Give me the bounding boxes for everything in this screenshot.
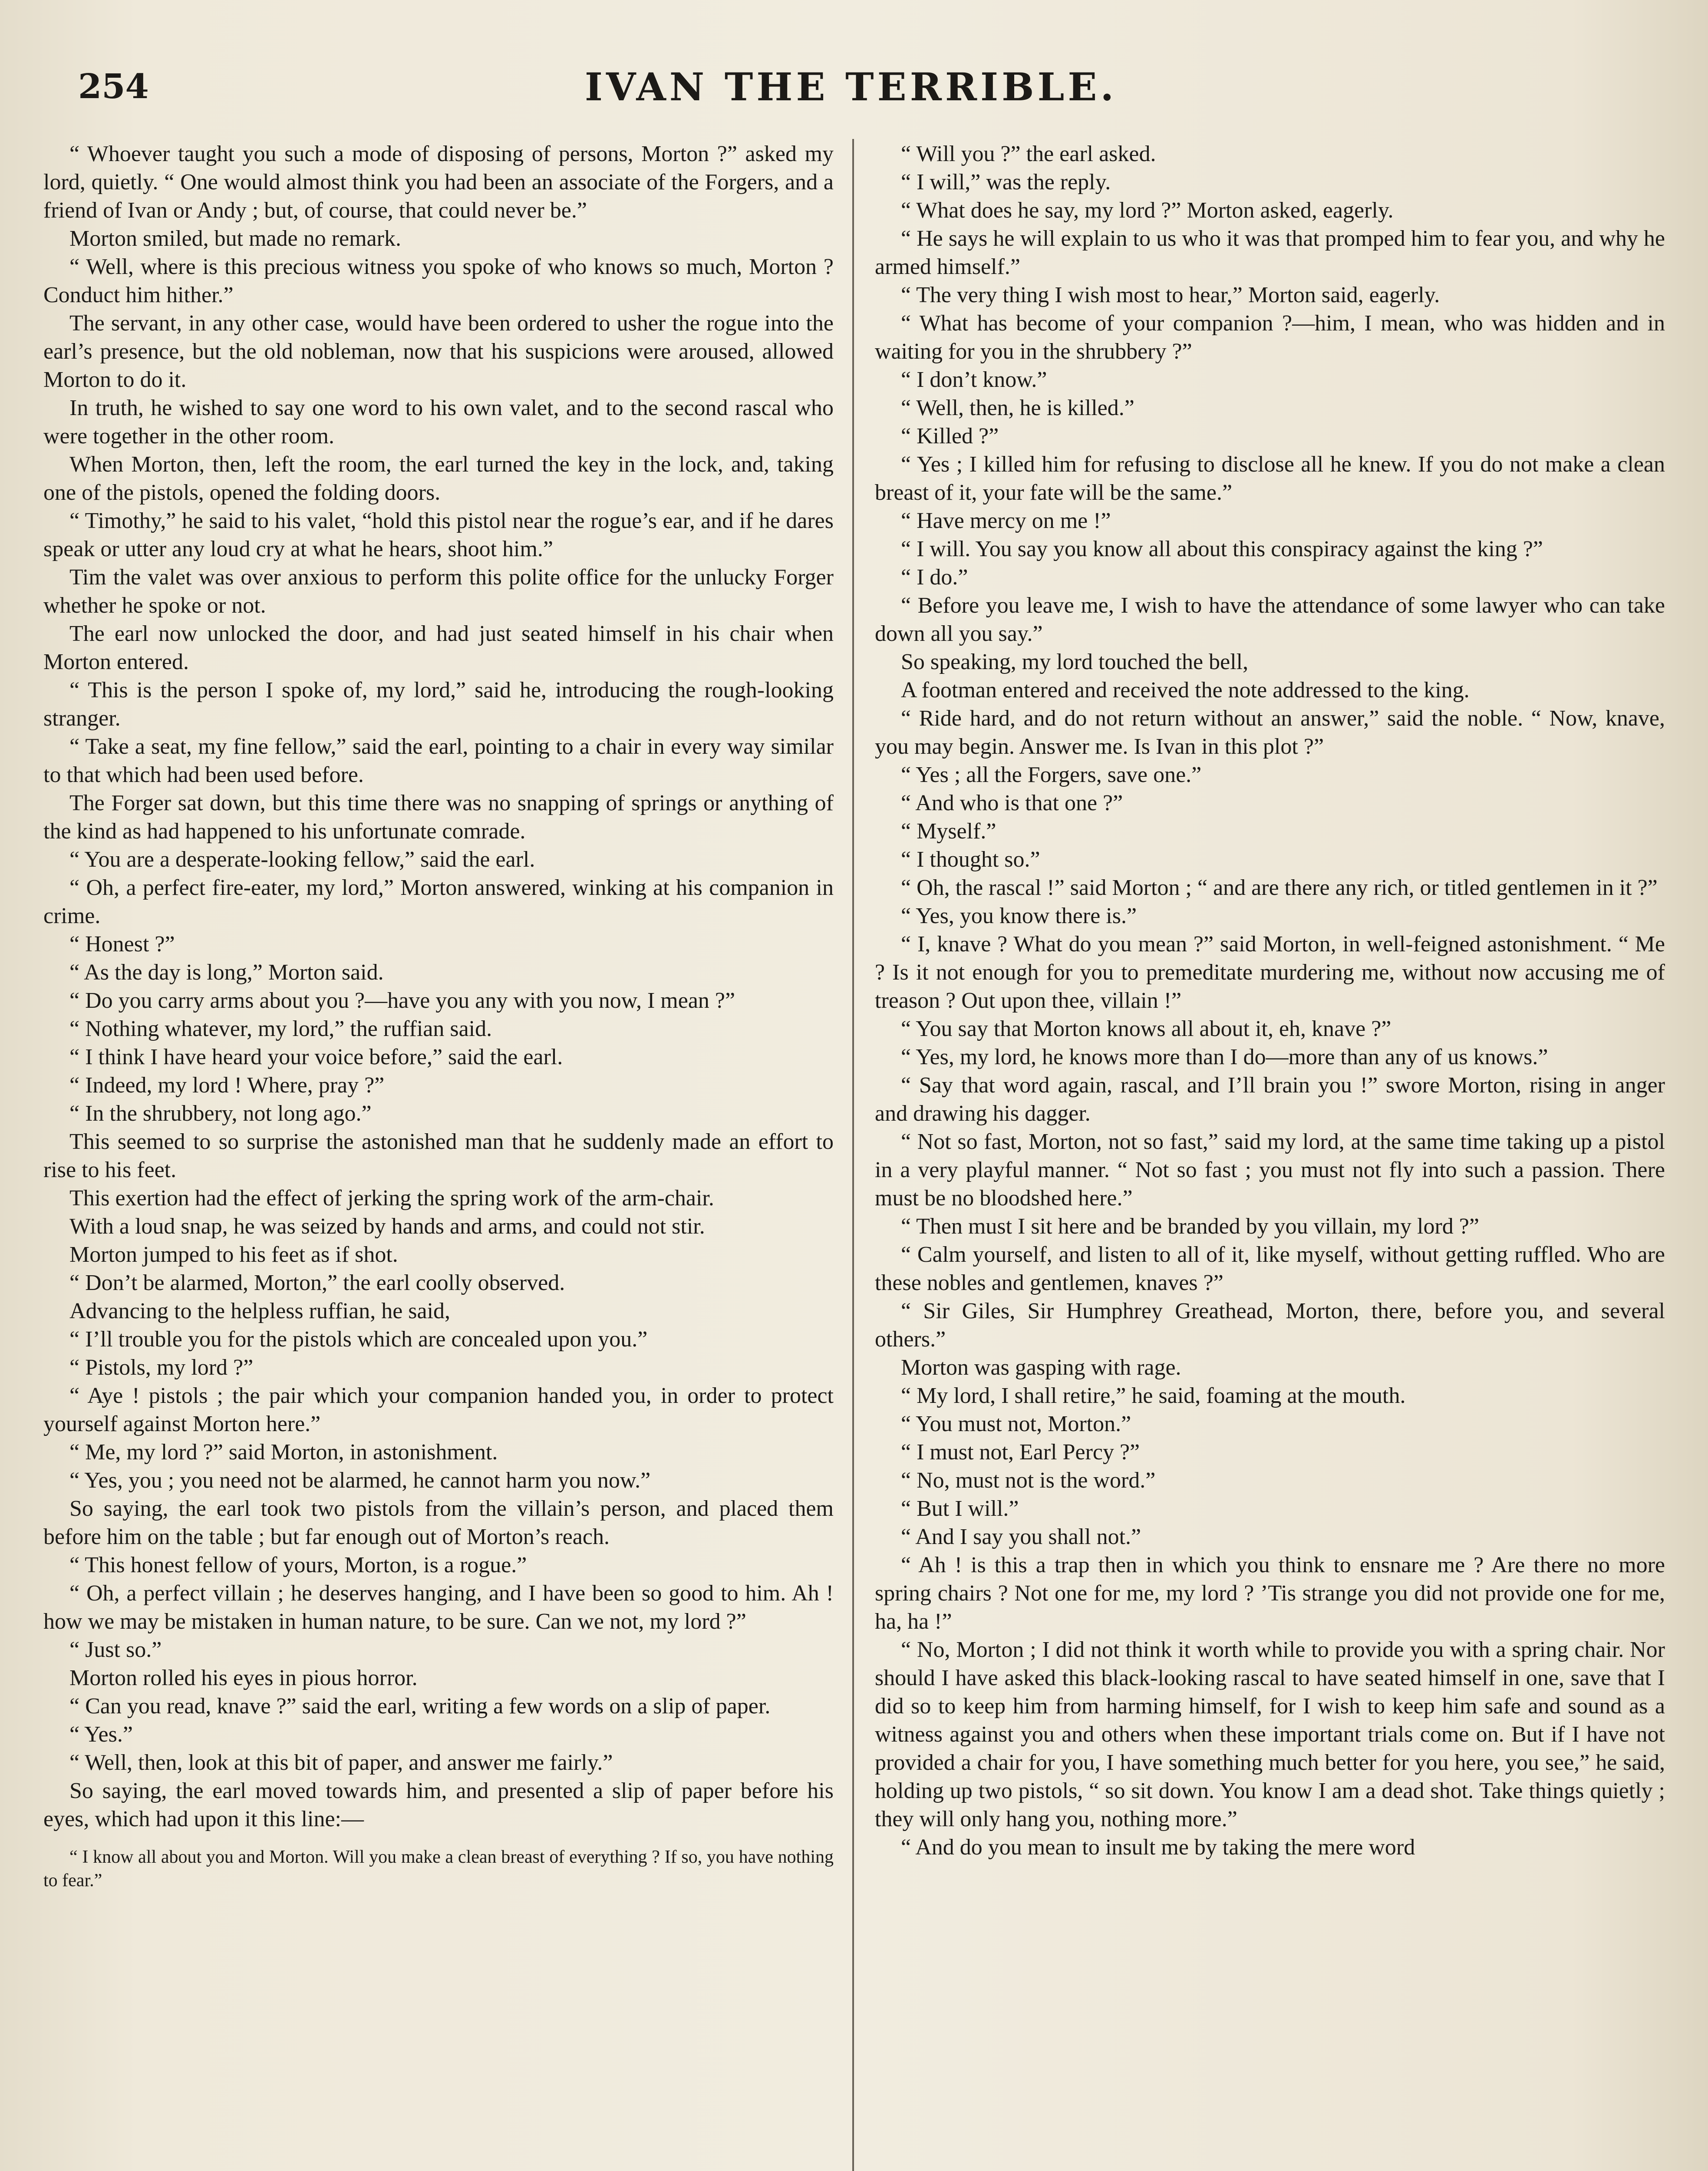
- paragraph: Tim the valet was over anxious to perform this polite office for the unlucky Forger whether he spoke or not.: [43, 565, 834, 618]
- paragraph: “ Killed ?”: [901, 424, 999, 449]
- paragraph: “ Yes ; I killed him for refusing to disclose all he knew. If you do not make a clean breast of it, your fate will be the same.”: [875, 452, 1665, 505]
- right-column: [875, 140, 1665, 1861]
- paragraph: “ Nothing whatever, my lord,” the ruffian said.: [69, 1016, 492, 1041]
- paragraph: “ You say that Morton knows all about it, eh, knave ?”: [901, 1016, 1391, 1041]
- paragraph: “ Yes, you ; you need not be alarmed, he cannot harm you now.”: [69, 1468, 651, 1493]
- page-header: [78, 65, 1624, 117]
- paragraph: A footman entered and received the note addressed to the king.: [901, 678, 1470, 703]
- paragraph: “ I think I have heard your voice before,” said the earl.: [69, 1045, 563, 1069]
- paragraph: “ What does he say, my lord ?” Morton asked, eagerly.: [901, 198, 1394, 223]
- paragraph: “ Have mercy on me !”: [901, 508, 1111, 533]
- paragraph: “ Don’t be alarmed, Morton,” the earl coolly observed.: [69, 1270, 565, 1295]
- paragraph: “ Can you read, knave ?” said the earl, writing a few words on a slip of paper.: [69, 1694, 771, 1719]
- paragraph: “ Sir Giles, Sir Humphrey Greathead, Morton, there, before you, and several others.”: [875, 1299, 1665, 1352]
- paragraph: “ Say that word again, rascal, and I’ll brain you !” swore Morton, rising in anger and drawing his dagger.: [875, 1073, 1665, 1126]
- paragraph: In truth, he wished to say one word to his own valet, and to the second rascal who were together in the other room.: [43, 396, 834, 449]
- paragraph: “ No, Morton ; I did not think it worth while to provide you with a spring chair. Nor should I have asked this black-looking rascal to have seated himself in one, save that I did so to keep him from harming himself, for I wish to keep him safe and sound as a witness against you and others when these important trials come on. But if I have not provided a chair for you, I have something much better for you here, you see,” he said, holding up two pistols, “ so sit down. You know I am a dead shot. Take things quietly ; they will only hang you, nothing more.”: [875, 1637, 1665, 1831]
- paragraph: “ My lord, I shall retire,” he said, foaming at the mouth.: [901, 1383, 1406, 1408]
- paragraph: This exertion had the effect of jerking the spring work of the arm-chair.: [69, 1186, 714, 1211]
- paragraph: “ But I will.”: [901, 1496, 1019, 1521]
- paragraph: “ The very thing I wish most to hear,” Morton said, eagerly.: [901, 283, 1440, 307]
- paragraph: “ Oh, a perfect villain ; he deserves hanging, and I have been so good to him. Ah ! how we may be mistaken in human nature, to be sure. Can we not, my lord ?”: [43, 1581, 834, 1634]
- paragraph: “ Aye ! pistols ; the pair which your companion handed you, in order to protect yourself against Morton here.”: [43, 1383, 834, 1436]
- paragraph: “ Yes ; all the Forgers, save one.”: [901, 762, 1202, 787]
- paragraph: “ No, must not is the word.”: [901, 1468, 1156, 1493]
- paragraph: “ Honest ?”: [69, 932, 175, 957]
- paragraph: Advancing to the helpless ruffian, he said,: [69, 1299, 451, 1323]
- paragraph: “ Oh, a perfect fire-eater, my lord,” Morton answered, winking at his companion in crime.: [43, 875, 834, 928]
- paragraph: “ Do you carry arms about you ?—have you any with you now, I mean ?”: [69, 988, 735, 1013]
- paragraph: “ Well, then, he is killed.”: [901, 396, 1134, 420]
- paragraph: Morton was gasping with rage.: [901, 1355, 1181, 1380]
- paragraph: “ I’ll trouble you for the pistols which are concealed upon you.”: [69, 1327, 648, 1352]
- paragraph: “ This honest fellow of yours, Morton, is a rogue.”: [69, 1553, 527, 1577]
- paragraph: “ I do.”: [901, 565, 968, 590]
- paragraph: “ Ride hard, and do not return without an answer,” said the noble. “ Now, knave, you may begin. Answer me. Is Ivan in this plot ?”: [875, 706, 1665, 759]
- paragraph: With a loud snap, he was seized by hands and arms, and could not stir.: [69, 1214, 705, 1239]
- paragraph: “ Myself.”: [901, 819, 996, 844]
- paragraph: “ Pistols, my lord ?”: [69, 1355, 254, 1380]
- page-number: 254: [78, 67, 149, 106]
- paragraph: “ As the day is long,” Morton said.: [69, 960, 384, 985]
- paragraph: The earl now unlocked the door, and had just seated himself in his chair when Morton entered.: [43, 621, 834, 674]
- paragraph: “ Oh, the rascal !” said Morton ; “ and are there any rich, or titled gentlemen in it ?”: [901, 875, 1658, 900]
- paragraph: “ I, knave ? What do you mean ?” said Morton, in well-feigned astonishment. “ Me ? Is it not enough for you to premeditate murdering me, without now accusing me of treason ? Out upon thee, villain !”: [875, 932, 1665, 1013]
- paragraph: “ I will,” was the reply.: [901, 170, 1111, 195]
- paragraph: “ Well, where is this precious witness you spoke of who knows so much, Morton ? Conduct him hither.”: [43, 254, 834, 307]
- paragraph: “ Me, my lord ?” said Morton, in astonishment.: [69, 1440, 498, 1465]
- paragraph: “ I will. You say you know all about this conspiracy against the king ?”: [901, 537, 1543, 561]
- paragraph: Morton rolled his eyes in pious horror.: [69, 1666, 418, 1690]
- paragraph: “ And who is that one ?”: [901, 791, 1123, 815]
- paragraph: So saying, the earl moved towards him, and presented a slip of paper before his eyes, which had upon it this line:—: [43, 1778, 834, 1831]
- paragraph: “ Ah ! is this a trap then in which you think to ensnare me ? Are there no more spring chairs ? Not one for me, my lord ? ’Tis strange you did not provide one for me, ha, ha !”: [875, 1553, 1665, 1634]
- paragraph: This seemed to so surprise the astonished man that he suddenly made an effort to rise to his feet.: [43, 1129, 834, 1182]
- paragraph: “ Take a seat, my fine fellow,” said the earl, pointing to a chair in every way similar to that which had been used before.: [43, 734, 834, 787]
- paragraph: Morton jumped to his feet as if shot.: [69, 1242, 398, 1267]
- running-title: IVAN THE TERRIBLE.: [584, 64, 1118, 109]
- paragraph: “ Well, then, look at this bit of paper, and answer me fairly.”: [69, 1750, 613, 1775]
- paragraph: “ I don’t know.”: [901, 367, 1047, 392]
- paragraph: “ Calm yourself, and listen to all of it, like myself, without getting ruffled. Who are these nobles and gentlemen, knaves ?”: [875, 1242, 1665, 1295]
- paragraph: “ What has become of your companion ?—him, I mean, who was hidden and in waiting for you in the shrubbery ?”: [875, 311, 1665, 364]
- paragraph: “ I thought so.”: [901, 847, 1040, 872]
- paragraph: “ And I say you shall not.”: [901, 1524, 1141, 1549]
- paragraph: The Forger sat down, but this time there was no snapping of springs or anything of the kind as had happened to his unfortunate comrade.: [43, 791, 834, 844]
- paragraph: “ He says he will explain to us who it was that promped him to fear you, and why he armed himself.”: [875, 226, 1665, 279]
- paragraph: So speaking, my lord touched the bell,: [901, 650, 1249, 674]
- paragraph: The servant, in any other case, would have been ordered to usher the rogue into the earl’s presence, but the old nobleman, now that his suspicions were aroused, allowed Morton to do it.: [43, 311, 834, 392]
- left-column: [43, 140, 834, 1892]
- paragraph: “ Will you ?” the earl asked.: [901, 142, 1156, 166]
- paragraph: “ Just so.”: [69, 1637, 162, 1662]
- paragraph: “ I must not, Earl Percy ?”: [901, 1440, 1140, 1465]
- paragraph: “ This is the person I spoke of, my lord,” said he, introducing the rough-looking stranger.: [43, 678, 834, 731]
- paragraph: “ Not so fast, Morton, not so fast,” said my lord, at the same time taking up a pistol in a very playful manner. “ Not so fast ; you must not fly into such a passion. There must be no bloodshed here.”: [875, 1129, 1665, 1211]
- paragraph: “ Yes, you know there is.”: [901, 904, 1137, 928]
- paragraph: “ In the shrubbery, not long ago.”: [69, 1101, 372, 1126]
- paragraph: “ Before you leave me, I wish to have the attendance of some lawyer who can take down all you say.”: [875, 593, 1665, 646]
- paragraph: Morton smiled, but made no remark.: [69, 226, 401, 251]
- paragraph: “ You must not, Morton.”: [901, 1412, 1131, 1436]
- paragraph: When Morton, then, left the room, the earl turned the key in the lock, and, taking one of the pistols, opened the folding doors.: [43, 452, 834, 505]
- paragraph: “ Indeed, my lord ! Where, pray ?”: [69, 1073, 385, 1098]
- paragraph: “ And do you mean to insult me by taking the mere word: [901, 1835, 1415, 1860]
- paragraph: “ You are a desperate-looking fellow,” said the earl.: [69, 847, 535, 872]
- paragraph: “ Whoever taught you such a mode of disposing of persons, Morton ?” asked my lord, quietly. “ One would almost think you had been an associate of the Forgers, and a friend of Ivan or Andy ; but, of course, that could never be.”: [43, 142, 834, 223]
- paragraph: “ Then must I sit here and be branded by you villain, my lord ?”: [901, 1214, 1479, 1239]
- paragraph: “ Yes.”: [69, 1722, 133, 1747]
- quoted-note: “ I know all about you and Morton. Will you make a clean breast of everything ? If so, you have nothing to fear.”: [43, 1847, 834, 1891]
- paragraph: “ Timothy,” he said to his valet, “hold this pistol near the rogue’s ear, and if he dares speak or utter any loud cry at what he hears, shoot him.”: [43, 508, 834, 561]
- column-divider: [852, 139, 854, 2171]
- paragraph: “ Yes, my lord, he knows more than I do—more than any of us knows.”: [901, 1045, 1548, 1069]
- paragraph: So saying, the earl took two pistols from the villain’s person, and placed them before him on the table ; but far enough out of Morton’s reach.: [43, 1496, 834, 1549]
